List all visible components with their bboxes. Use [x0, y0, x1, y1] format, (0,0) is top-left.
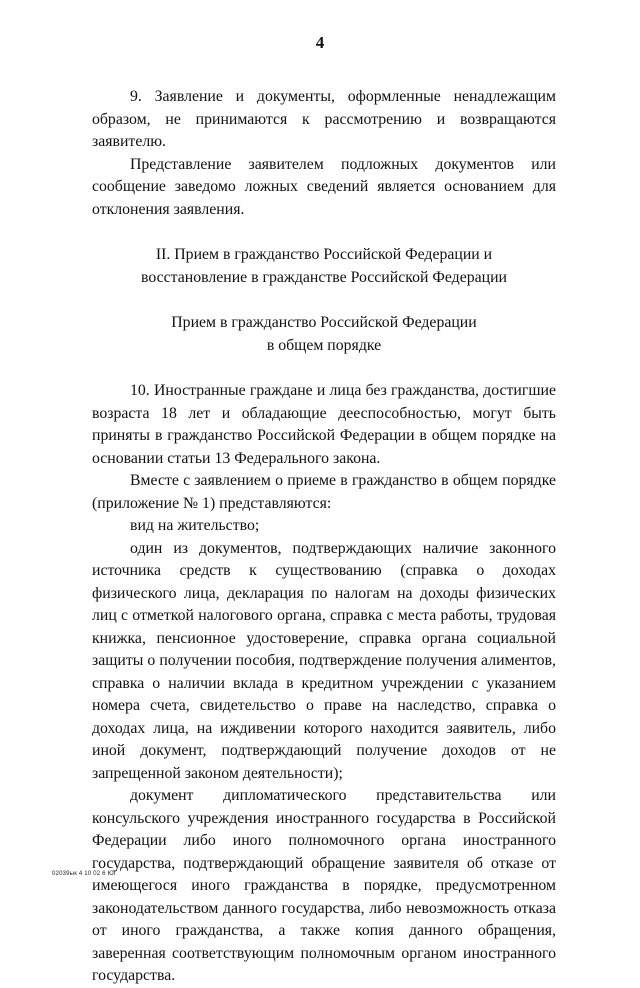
paragraph-10-income-source: один из документов, подтверждающих наличие законного источника средств к существованию (справка о доходах физического лица, декларация по налогам на доходы физических лиц с отметкой налогового органа, справка с места работы, трудовая книжка, пенсионное удостоверение, справка органа социальной защиты о получении пособия, подтверждение получения алиментов, справка о наличии вклада в кредитном учреждении с указанием номера счета, свидетельство о праве на наследство, справка о доходах лица, на иждивении которого находится заявитель, либо иной документ, подтверждающий получение доходов от не запрещенной законом деятельности); [92, 539, 556, 782]
paragraph-9-false-documents: Представление заявителем подложных документов или сообщение заведомо ложных сведений является основанием для отклонения заявления. [92, 155, 556, 218]
subheading-line-1: Прием в гражданство Российской Федерации [171, 314, 477, 331]
section-heading-line-1: II. Прием в гражданство Российской Федерации и [155, 246, 493, 263]
paragraph-10-diplomatic-document: документ дипломатического представительства или консульского учреждения иностранного государства в Российской Федерации либо иного полномочного органа иностранного государства, подтверждающий обращение заявителя об отказе от имеющегося иного гражданства в порядке, предусмотренном законодательством данного государства, либо невозможность отказа от иного гражданства, а также копия данного обращения, заверенная соответствующим полномочным органом иностранного государства. [92, 787, 556, 984]
section-heading-line-2: восстановление в гражданстве Российской Федерации [141, 268, 507, 286]
document-body [92, 86, 556, 988]
footer-code: 02039ык 4 10 02 6 ЮГ [52, 871, 118, 877]
spacer [92, 357, 556, 380]
spacer [92, 221, 556, 244]
spacer [92, 289, 556, 312]
paragraph-10-documents-intro: Вместе с заявлением о приеме в гражданство в общем порядке (приложение № 1) представляются: [92, 472, 556, 512]
paragraph-10: 10. Иностранные граждане и лица без гражданства, достигшие возраста 18 лет и обладающие дееспособностью, могут быть приняты в гражданство Российской Федерации в общем порядке на основании статьи 13 Федерального закона. [92, 382, 556, 467]
page-number: 4 [315, 33, 325, 52]
subheading-line-2: в общем порядке [266, 336, 382, 354]
paragraph-10-residence-permit: вид на жительство; [130, 517, 260, 534]
paragraph-9: 9. Заявление и документы, оформленные ненадлежащим образом, не принимаются к рассмотрению и возвращаются заявителю. [92, 88, 556, 150]
